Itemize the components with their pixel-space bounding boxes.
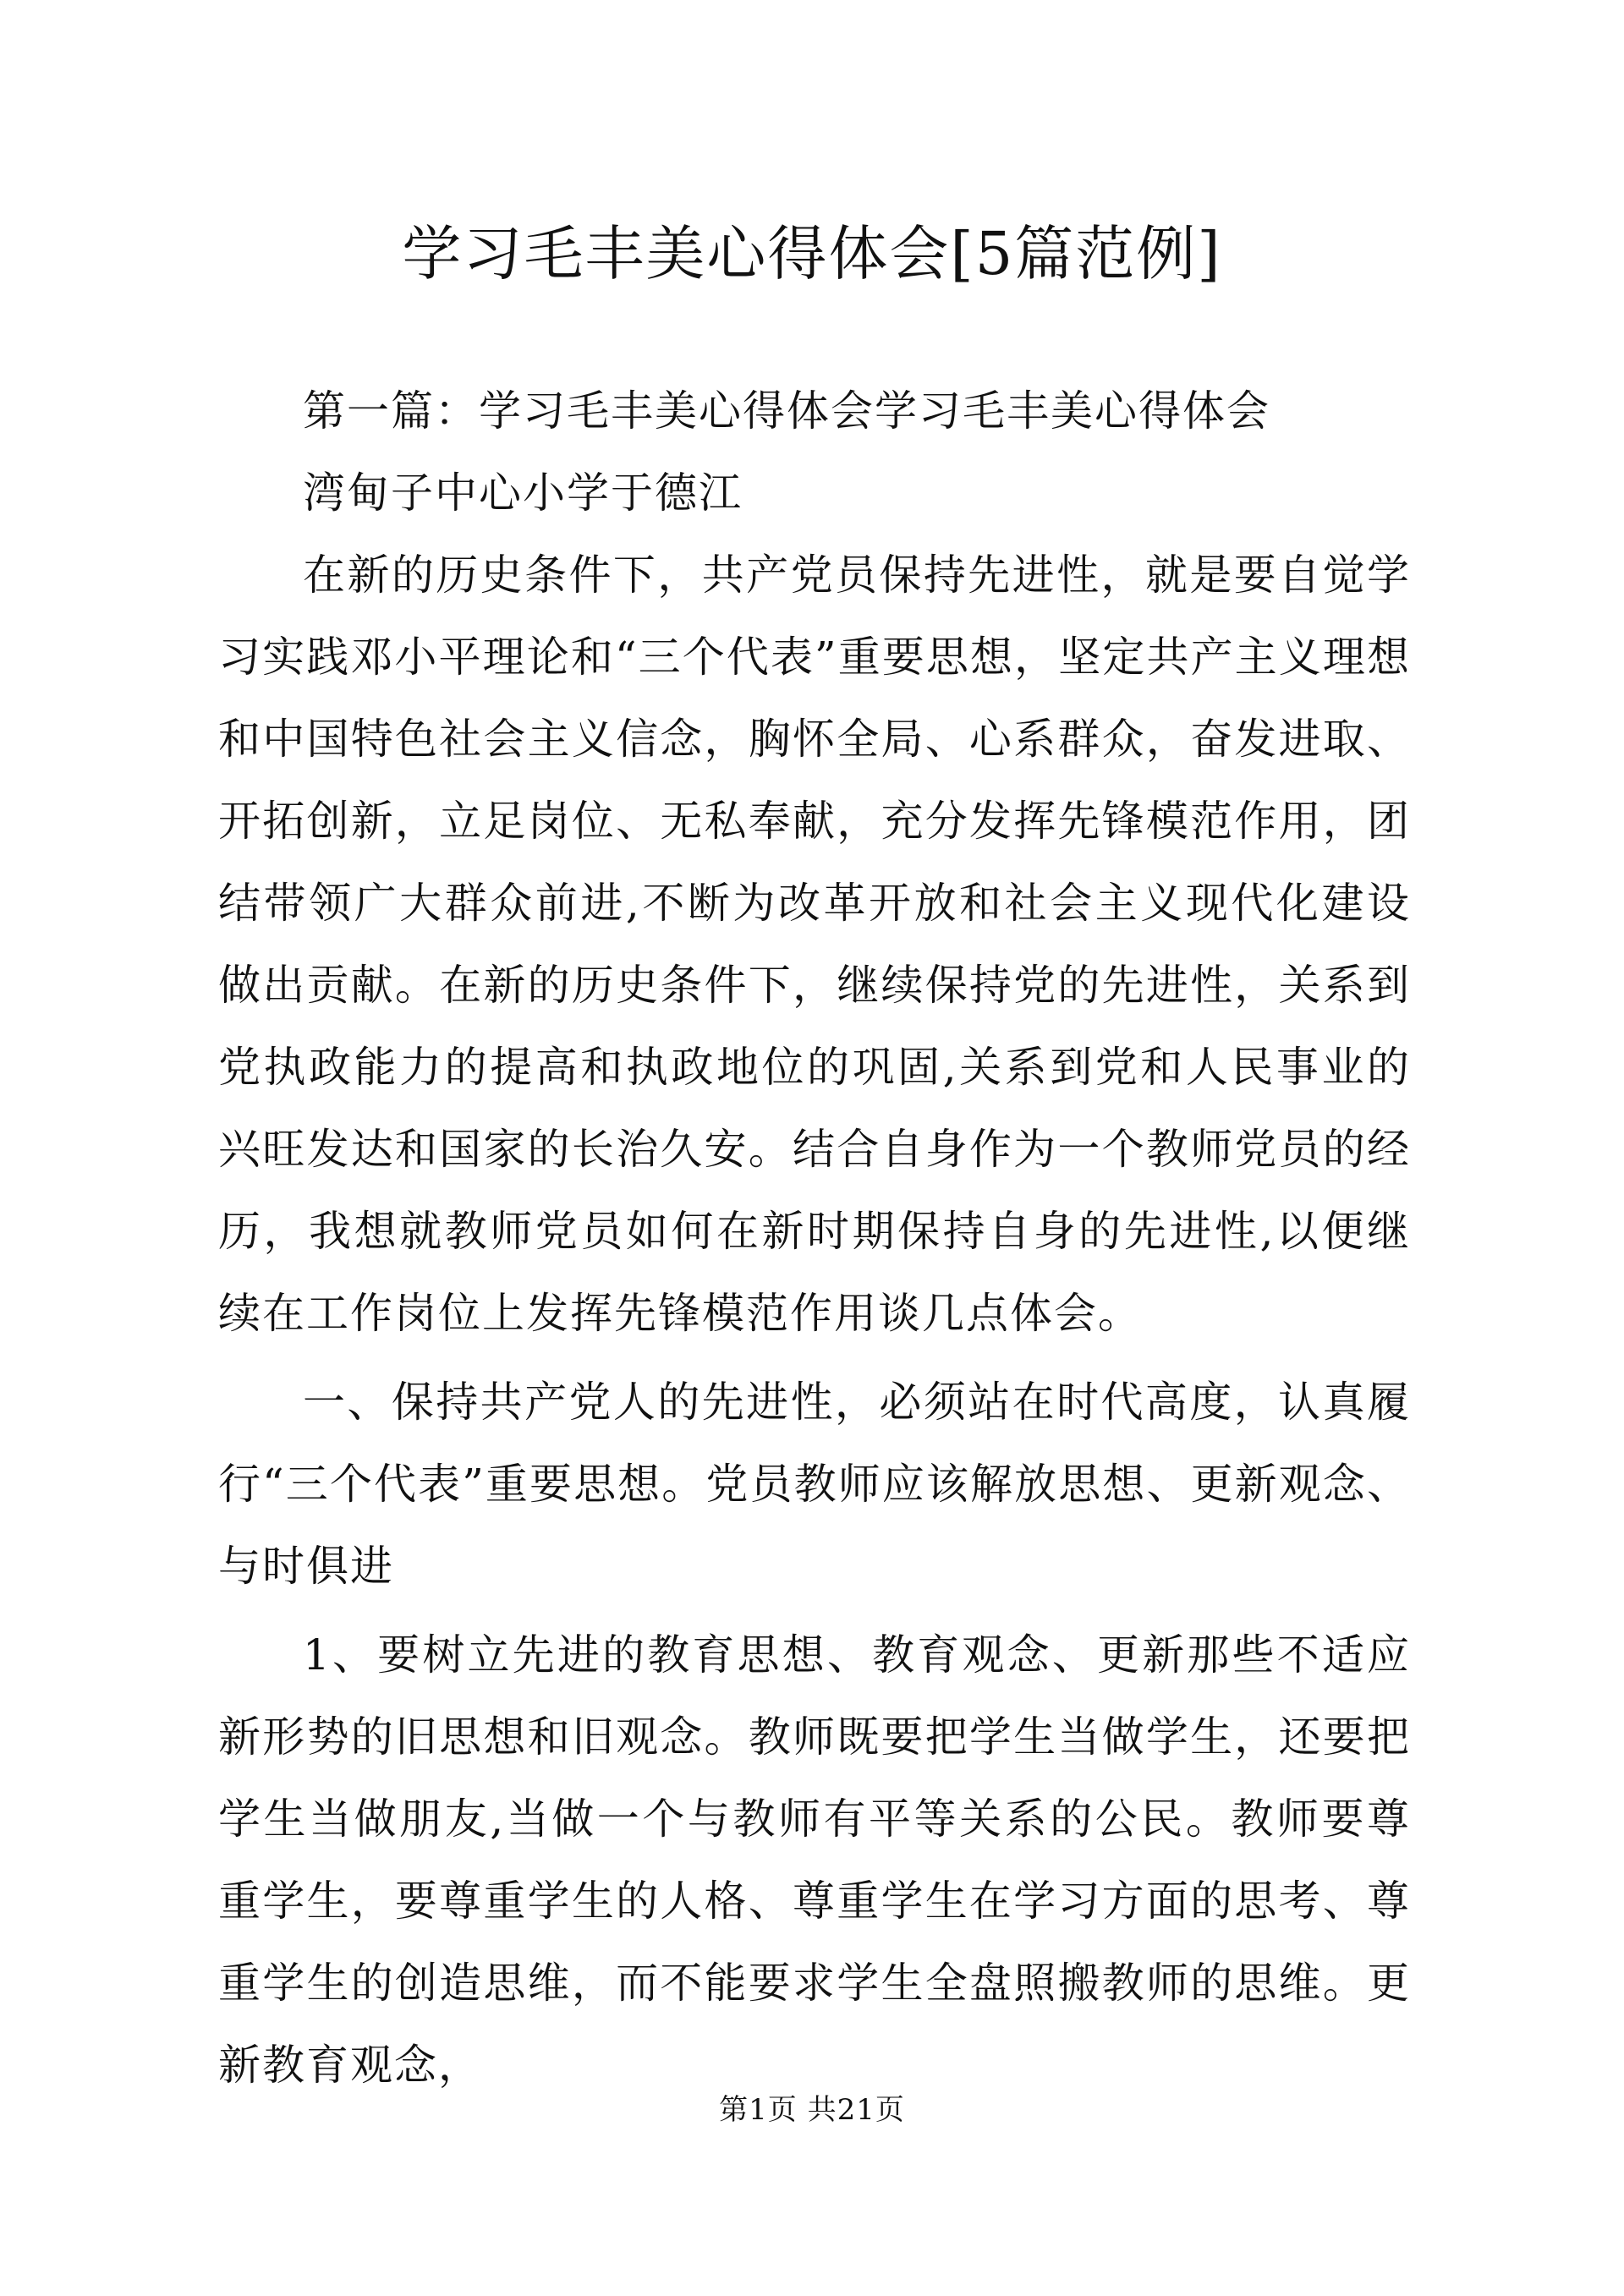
document-body xyxy=(218,370,1411,2107)
paragraph-subpoint-one: 1、要树立先进的教育思想、教育观念、更新那些不适应新形势的旧思想和旧观念。教师既要把学生当做学生，还要把学生当做朋友,当做一个与教师有平等关系的公民。教师要尊重学生，要尊重学生的人格、尊重学生在学习方面的思考、尊重学生的创造思维，而不能要求学生全盘照搬教师的思维。更新教育观念， xyxy=(218,1630,1411,2090)
document-title: 学习毛丰美心得体会[5篇范例] xyxy=(402,219,1222,288)
page-footer: 第1页 共21页 xyxy=(719,2093,905,2127)
paragraph-section-heading: 第一篇：学习毛丰美心得体会学习毛丰美心得体会 xyxy=(303,386,1270,436)
paragraph-intro: 在新的历史条件下，共产党员保持先进性，就是要自觉学习实践邓小平理论和“三个代表”重要思想，坚定共产主义理想和中国特色社会主义信念，胸怀全局、心系群众，奋发进取、开拓创新，立足岗位、无私奉献，充分发挥先锋模范作用，团结带领广大群众前进,不断为改革开放和社会主义现代化建设做出贡献。在新的历史条件下，继续保持党的先进性，关系到党执政能力的提高和执政地位的巩固,关系到党和人民事业的兴旺发达和国家的长治久安。结合自身作为一个教师党员的经历，我想就教师党员如何在新时期保持自身的先进性,以便继续在工作岗位上发挥先锋模范作用谈几点体会。 xyxy=(218,551,1411,1338)
paragraph-author: 湾甸子中心小学于德江 xyxy=(303,469,743,518)
paragraph-point-one: 一、保持共产党人的先进性，必须站在时代高度，认真履行“三个代表”重要思想。党员教师应该解放思想、更新观念、与时俱进 xyxy=(218,1378,1411,1591)
